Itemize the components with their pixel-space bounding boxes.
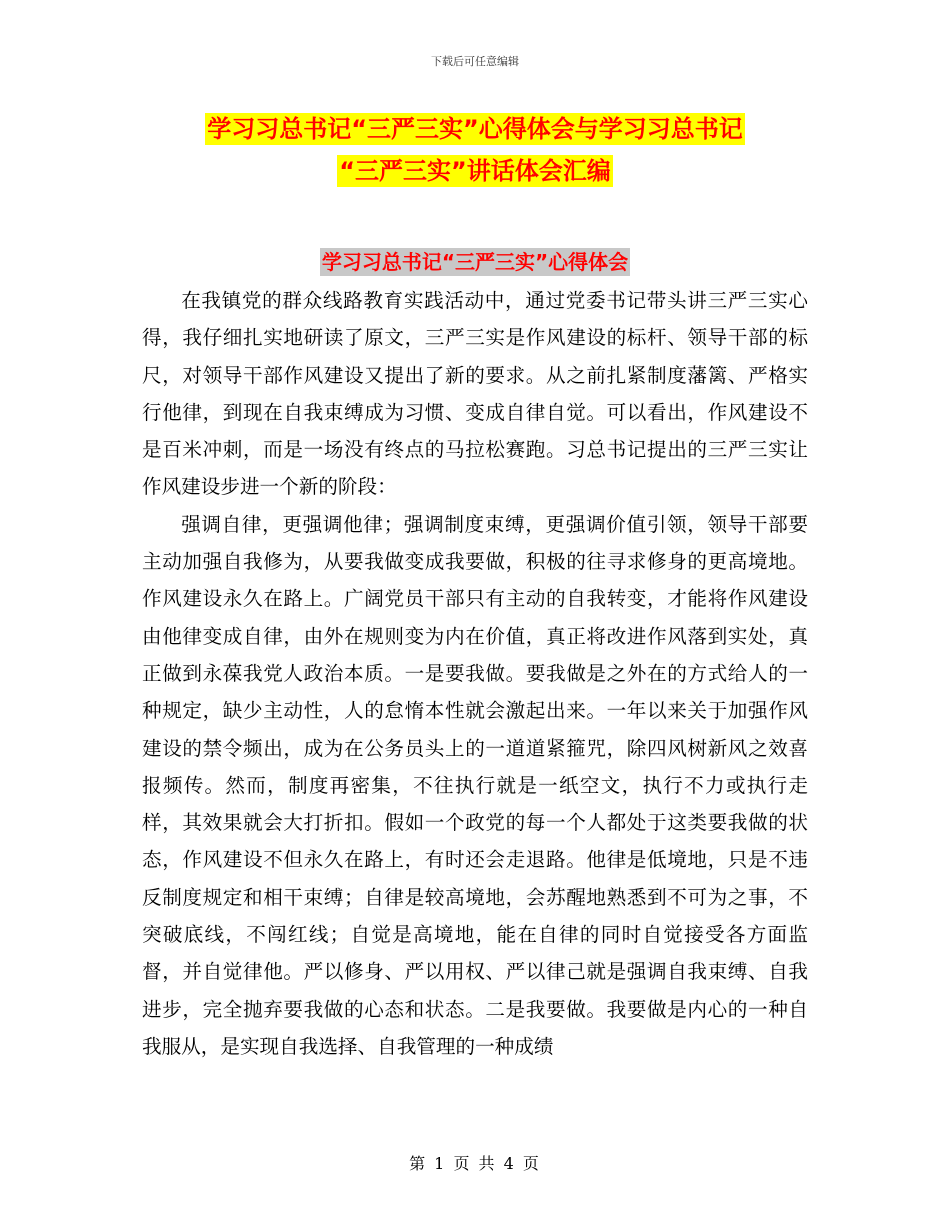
paragraph: 在我镇党的群众线路教育实践活动中，通过党委书记带头讲三严三实心得，我仔细扎实地研读了原文，三严三实是作风建设的标杆、领导干部的标尺，对领导干部作风建设又提出了新的要求。从之前扎紧制度藩篱、严格实行他律，到现在自我束缚成为习惯、变成自律自觉。可以看出，作风建设不是百米冲刺，而是一场没有终点的马拉松赛跑。习总书记提出的三严三实让作风建设步进一个新的阶段：: [142, 289, 808, 499]
section-title-text: 学习习总书记“三严三实”心得体会: [321, 250, 629, 274]
page-footer: 第 1 页 共 4 页: [409, 1154, 541, 1173]
document-title-line-1-text: 学习习总书记“三严三实”心得体会与学习习总书记: [207, 115, 743, 143]
document-title: [0, 108, 950, 192]
document-title-line-2-text: “三严三实”讲话体会汇编: [339, 157, 611, 185]
document-title-line-2: [0, 150, 950, 192]
paragraph: 强调自律，更强调他律；强调制度束缚，更强调价值引领，领导干部要主动加强自我修为，从要我做变成我要做，积极的往寻求修身的更高境地。作风建设永久在路上。广阔党员干部只有主动的自我转变，才能将作风建设由他律变成自律，由外在规则变为内在价值，真正将改进作风落到实处，真正做到永葆我党人政治本质。一是要我做。要我做是之外在的方式给人的一种规定，缺少主动性，人的怠惰本性就会激起出来。一年以来关于加强作风建设的禁令频出，成为在公务员头上的一道道紧箍咒，除四风树新风之效喜报频传。然而，制度再密集，不往执行就是一纸空文，执行不力或执行走样，其效果就会大打折扣。假如一个政党的每一个人都处于这类要我做的状态，作风建设不但永久在路上，有时还会走退路。他律是低境地，只是不违反制度规定和相干束缚；自律是较高境地，会苏醒地熟悉到不可为之事，不突破底线，不闯红线；自觉是高境地，能在自律的同时自觉接受各方面监督，并自觉律他。严以修身、严以用权、严以律己就是强调自我束缚、自我进步，完全抛弃要我做的心态和状态。二是我要做。我要做是内心的一种自我服从，是实现自我选择、自我管理的一种成绩: [142, 512, 808, 1058]
body-text: [142, 282, 808, 1065]
document-title-line-1: [0, 108, 950, 150]
header-note: 下载后可任意编辑: [431, 55, 519, 68]
section-title: [0, 244, 950, 280]
